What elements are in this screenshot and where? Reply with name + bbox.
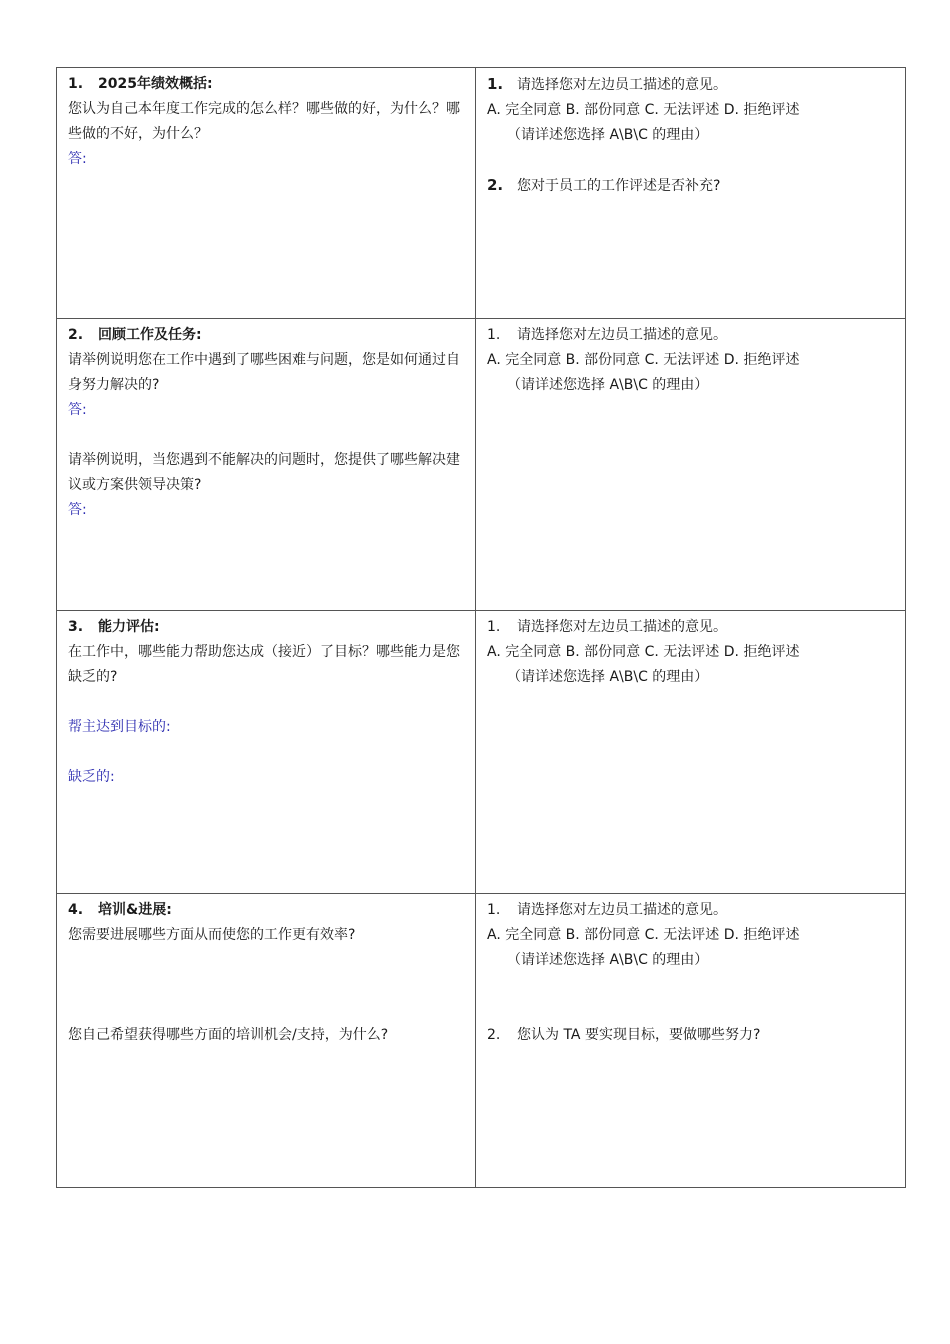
section-title: 2025年绩效概括:: [98, 76, 213, 92]
review-question-2: 2. 您对于员工的工作评述是否补充?: [487, 176, 721, 194]
review-options: A. 完全同意 B. 部份同意 C. 无法评述 D. 拒绝评述: [487, 352, 800, 368]
question-text: 请举例说明您在工作中遇到了哪些困难与问题，您是如何通过自身努力解决的?: [68, 352, 460, 393]
review-options: A. 完全同意 B. 部份同意 C. 无法评述 D. 拒绝评述: [487, 102, 800, 118]
section-row-4: [57, 894, 906, 1188]
review-options: A. 完全同意 B. 部份同意 C. 无法评述 D. 拒绝评述: [487, 644, 800, 660]
review-reason: （请详述您选择 A\B\C 的理由）: [507, 669, 709, 685]
section-title: 培训&进展:: [98, 902, 172, 918]
reviewer-cell-4[interactable]: [476, 894, 906, 1188]
section-row-2: [57, 319, 906, 611]
question-text-2: 您自己希望获得哪些方面的培训机会/支持，为什么?: [68, 1027, 389, 1043]
review-options: A. 完全同意 B. 部份同意 C. 无法评述 D. 拒绝评述: [487, 927, 800, 943]
answer-label: 答:: [68, 151, 87, 167]
employee-cell-4[interactable]: [57, 894, 476, 1188]
review-question-1: 1. 请选择您对左边员工描述的意见。: [487, 902, 727, 918]
employee-cell-2[interactable]: [57, 319, 476, 611]
section-heading: 3. 能力评估:: [68, 619, 160, 635]
section-row-1: [57, 68, 906, 319]
reviewer-cell-1[interactable]: [476, 68, 906, 319]
section-heading: 2. 回顾工作及任务:: [68, 327, 202, 343]
question-text: 您认为自己本年度工作完成的怎么样？哪些做的好，为什么？哪些做的不好，为什么？: [68, 101, 460, 142]
employee-cell-1[interactable]: [57, 68, 476, 319]
section-heading: 4. 培训&进展:: [68, 902, 172, 918]
answer-label-2: 答:: [68, 502, 87, 518]
answer-label-2: 缺乏的:: [68, 769, 115, 785]
reviewer-cell-2[interactable]: [476, 319, 906, 611]
review-question-2: 2. 您认为 TA 要实现目标，要做哪些努力?: [487, 1027, 761, 1043]
review-reason: （请详述您选择 A\B\C 的理由）: [507, 127, 709, 143]
answer-label: 帮主达到目标的:: [68, 719, 171, 735]
review-question-1: 1. 请选择您对左边员工描述的意见。: [487, 619, 727, 635]
question-text-2: 请举例说明，当您遇到不能解决的问题时，您提供了哪些解决建议或方案供领导决策?: [68, 452, 460, 493]
review-question-1: 1. 请选择您对左边员工描述的意见。: [487, 327, 727, 343]
section-title: 回顾工作及任务:: [98, 327, 202, 343]
answer-label: 答:: [68, 402, 87, 418]
question-text: 在工作中，哪些能力帮助您达成（接近）了目标？哪些能力是您缺乏的?: [68, 644, 460, 685]
employee-cell-3[interactable]: [57, 611, 476, 894]
review-reason: （请详述您选择 A\B\C 的理由）: [507, 377, 709, 393]
question-text: 您需要进展哪些方面从而使您的工作更有效率?: [68, 927, 356, 943]
review-question-1: 1. 请选择您对左边员工描述的意见。: [487, 75, 727, 93]
review-reason: （请详述您选择 A\B\C 的理由）: [507, 952, 709, 968]
section-heading: 1. 2025年绩效概括:: [68, 76, 213, 92]
section-row-3: [57, 611, 906, 894]
evaluation-table: [56, 67, 906, 1188]
reviewer-cell-3[interactable]: [476, 611, 906, 894]
evaluation-form: [56, 67, 905, 1188]
section-title: 能力评估:: [98, 619, 160, 635]
